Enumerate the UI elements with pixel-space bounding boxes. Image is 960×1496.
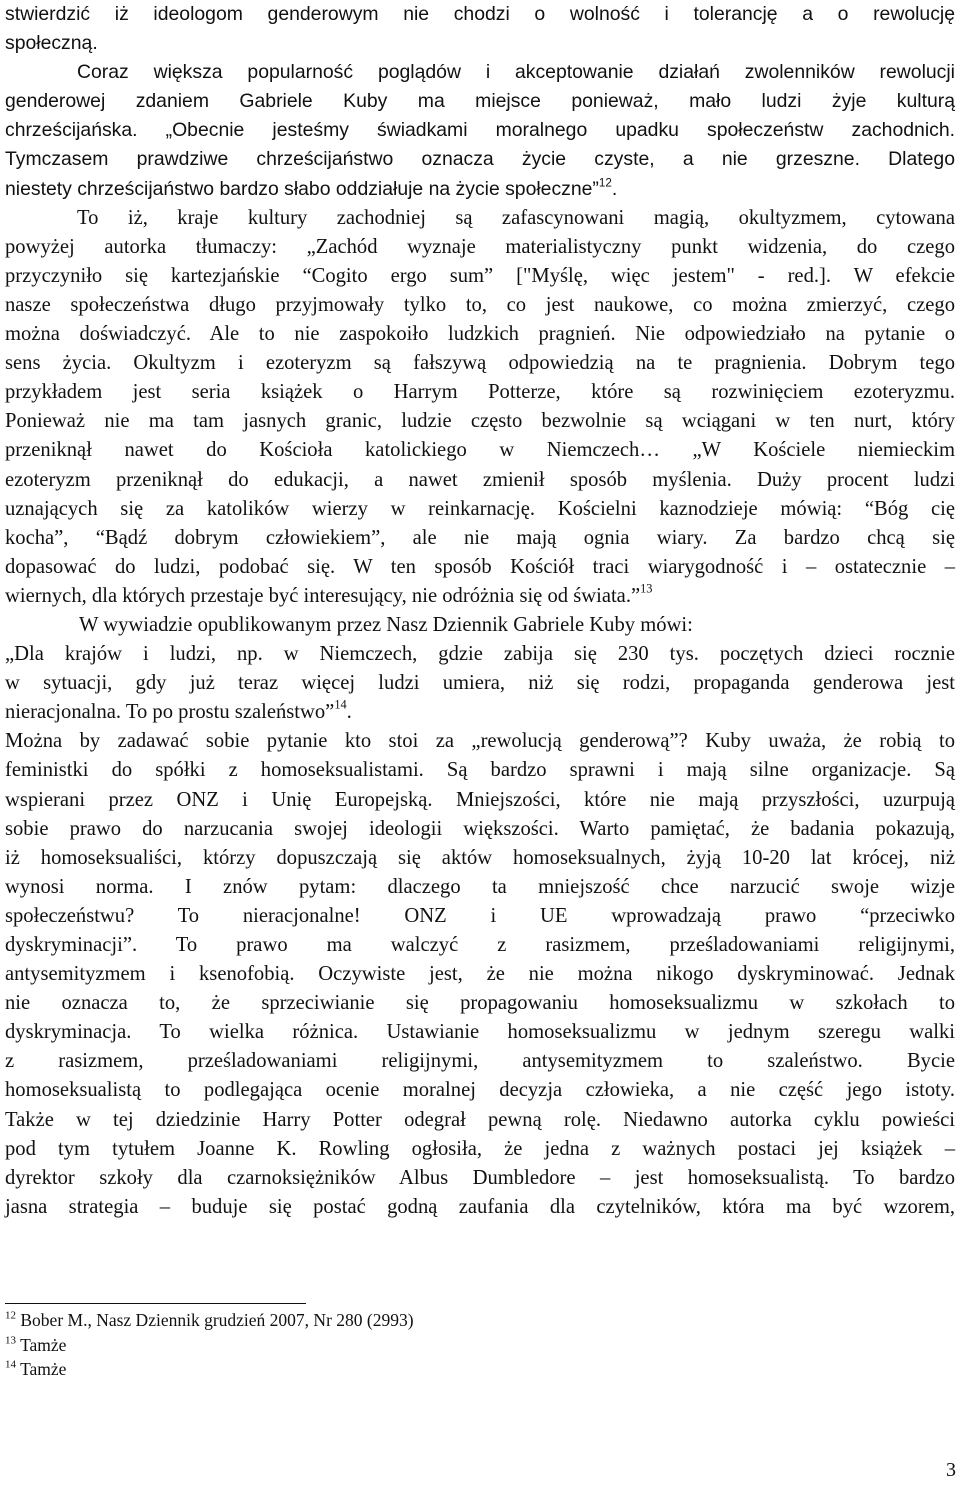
text-line (5, 204, 955, 233)
line-text: ezoteryzm przeniknął do edukacji, a nawet zmienił sposób myślenia. Duży procent ludzi (5, 468, 955, 491)
text-line (5, 931, 955, 960)
line-text-tail: . (611, 177, 618, 200)
line-text: Można by zadawać sobie pytanie kto stoi za „rewolucją genderową”? Kuby uważa, że robią to (5, 730, 955, 753)
line-text: pod tym tytułem Joanne K. Rowling ogłosiła, że jedna z ważnych postaci jej książek – (5, 1137, 955, 1160)
text-line (5, 262, 955, 291)
line-text: społeczną. (5, 32, 98, 55)
line-text: niestety chrześcijaństwo bardzo słabo oddziałuje na życie społeczne” (5, 177, 599, 200)
line-text: z rasizmem, prześladowaniami religijnymi, antysemityzmem to szaleństwo. Bycie (5, 1050, 955, 1073)
line-text: genderowej zdaniem Gabriele Kuby ma miejsce ponieważ, mało ludzi żyje kulturą (5, 90, 955, 113)
line-text: dyskryminacja. To wielka różnica. Ustawianie homoseksualizmu w jednym szeregu walki (5, 1021, 955, 1044)
footnote-number: 12 (5, 1309, 16, 1322)
footnote-text: Tamże (20, 1334, 67, 1355)
line-text: stwierdzić iż ideologom genderowym nie chodzi o wolność i tolerancję a o rewolucję (5, 3, 955, 25)
text-line (5, 698, 955, 727)
footnotes (5, 1308, 605, 1382)
line-text: feministki do spółki z homoseksualistami. Są bardzo sprawni i mają silne organizacje. Są (5, 759, 955, 782)
text-line (5, 902, 955, 931)
text-line (5, 524, 955, 553)
footnote-reference: 13 (640, 581, 653, 596)
text-line (5, 611, 955, 640)
line-text: wynosi norma. I znów pytam: dlaczego ta mniejszość chce narzucić swoje wizje (5, 875, 955, 898)
line-text: kocha”, “Bądź dobrym człowiekiem”, ale nie mają ognia wiary. Za bardzo chcą się (5, 526, 955, 549)
text-line (5, 233, 955, 262)
text-line (5, 291, 955, 320)
line-text: dyrektor szkoły dla czarnoksiężników Albus Dumbledore – jest homoseksualistą. To bardzo (5, 1166, 955, 1189)
text-line (5, 873, 955, 902)
text-line (5, 1106, 955, 1135)
paragraph (5, 611, 955, 727)
line-text: nasze społeczeństwa długo przyjmowały tylko to, co jest naukowe, co można zmierzyć, czego (5, 293, 955, 316)
paragraph (5, 727, 955, 1222)
text-line (5, 1047, 955, 1076)
line-text: dopasować do ludzi, podobać się. W ten sposób Kościół traci wiarygodność i – ostatecznie – (5, 555, 955, 578)
line-text: społeczeństwu? To nieracjonalne! ONZ i UE wprowadzają prawo “przeciwko (5, 904, 955, 927)
text-line (5, 407, 955, 436)
line-text: nieracjonalna. To po prostu szaleństwo” (5, 701, 335, 724)
footnote-number: 13 (5, 1333, 16, 1346)
text-line (5, 669, 955, 698)
line-text: iż homoseksualiści, którzy dopuszczają się aktów homoseksualnych, żyją 10-20 lat krócej, niż (5, 846, 955, 869)
line-text: sens życia. Okultyzm i ezoteryzm są fałszywą odpowiedzią na te pragnienia. Dobrym tego (5, 352, 955, 375)
text-line (5, 116, 955, 145)
text-line (5, 1018, 955, 1047)
line-text: przykładem jest seria książek o Harrym Potterze, które są rozwinięciem ezoteryzmu. (5, 381, 955, 404)
footnote-text: Bober M., Nasz Dziennik grudzień 2007, Nr 280 (2993) (20, 1310, 414, 1330)
text-line (5, 727, 955, 756)
text-line (5, 786, 955, 815)
text-line (5, 815, 955, 844)
line-text: W wywiadzie opublikowanym przez Nasz Dziennik Gabriele Kuby mówi: (79, 613, 693, 636)
line-text: Także w tej dziedzinie Harry Potter odegrał pewną rolę. Niedawno autorka cyklu powieści (5, 1108, 955, 1131)
line-text: antysemityzmem i ksenofobią. Oczywiste jest, że nie można nikogo dyskryminować. Jednak (5, 963, 955, 986)
line-text: Tymczasem prawdziwe chrześcijaństwo oznacza życie czyste, a nie grzeszne. Dlatego (5, 148, 955, 171)
text-line (5, 582, 955, 611)
text-line (5, 1164, 955, 1193)
footnote-separator (5, 1303, 306, 1304)
line-text: jasna strategia – buduje się postać godną zaufania dla czytelników, która ma być wzorem, (5, 1195, 955, 1218)
text-line (5, 960, 955, 989)
footnote-text: Tamże (20, 1359, 67, 1379)
text-line (5, 466, 955, 495)
line-text: nie oznacza to, że sprzeciwianie się propagowaniu homoseksualizmu w szkołach to (5, 992, 955, 1015)
text-line (5, 756, 955, 785)
line-text: uznających się za katolików wierzy w reinkarnację. Kościelni kaznodzieje mówią: “Bóg cię (5, 497, 955, 520)
footnote (5, 1357, 605, 1382)
line-text: powyżej autorka tłumaczy: „Zachód wyznaje materialistyczny punkt widzenia, do czego (5, 235, 955, 258)
page-number: 3 (946, 1459, 956, 1481)
text-line (5, 844, 955, 873)
footnote (5, 1308, 605, 1333)
text-line (5, 349, 955, 378)
footnote-reference: 14 (334, 697, 347, 712)
text-line (5, 436, 955, 465)
paragraph (5, 0, 955, 58)
paragraph (5, 58, 955, 203)
line-text: przyczyniło się kartezjańskie “Cogito ergo sum” ["Myślę, więc jestem" - red.]. W efekcie (5, 264, 955, 287)
footnote-reference: 12 (598, 175, 612, 189)
line-text: Coraz większa popularność poglądów i akceptowanie działań zwolenników rewolucji (77, 61, 955, 84)
text-line (5, 145, 955, 174)
text-line (5, 378, 955, 407)
line-text: wiernych, dla których przestaje być interesujący, nie odróżnia się od świata.” (5, 584, 641, 607)
text-line (5, 87, 955, 116)
text-line (5, 989, 955, 1018)
line-text: wspierani przez ONZ i Unię Europejską. Mniejszości, które nie mają przyszłości, uzurpują (5, 788, 955, 811)
body-text (5, 0, 955, 1222)
text-line (5, 495, 955, 524)
text-line (5, 553, 955, 582)
line-text: można doświadczyć. Ale to nie zaspokoiło ludzkich pragnień. Nie odpowiedziało na pytanie o (5, 323, 955, 346)
footnote (5, 1333, 605, 1358)
text-line (5, 320, 955, 349)
footnote-number: 14 (5, 1358, 16, 1371)
text-line (5, 1135, 955, 1164)
text-line (5, 1193, 955, 1222)
paragraph (5, 204, 955, 611)
line-text: sobie prawo do narzucania swojej ideologii większości. Warto pamiętać, że badania pokazują, (5, 817, 955, 840)
line-text: Ponieważ nie ma tam jasnych granic, ludzie często bezwolnie są wciągani w ten nurt, który (5, 410, 955, 433)
text-line (5, 0, 955, 29)
line-text: „Dla krajów i ludzi, np. w Niemczech, gdzie zabija się 230 tys. poczętych dzieci rocznie (5, 643, 955, 666)
line-text: homoseksualistą to podlegająca ocenie moralnej decyzja człowieka, a nie część jego istoty. (5, 1079, 955, 1102)
text-line (5, 58, 955, 87)
line-text: przeniknął nawet do Kościoła katolickiego w Niemczech… „W Kościele niemieckim (5, 439, 955, 462)
line-text: w sytuacji, gdy już teraz więcej ludzi umiera, niż się rodzi, propaganda genderowa jest (5, 672, 955, 695)
line-text: chrześcijańska. „Obecnie jesteśmy świadkami moralnego upadku społeczeństw zachodnich. (5, 119, 955, 142)
text-line (5, 1076, 955, 1105)
text-line (5, 29, 955, 58)
line-text: dyskryminacji”. To prawo ma walczyć z rasizmem, prześladowaniami religijnymi, (5, 934, 955, 956)
line-text: To iż, kraje kultury zachodniej są zafascynowani magią, okultyzmem, cytowana (77, 206, 955, 229)
text-line (5, 640, 955, 669)
text-line (5, 175, 955, 204)
line-text-tail: . (346, 701, 352, 724)
